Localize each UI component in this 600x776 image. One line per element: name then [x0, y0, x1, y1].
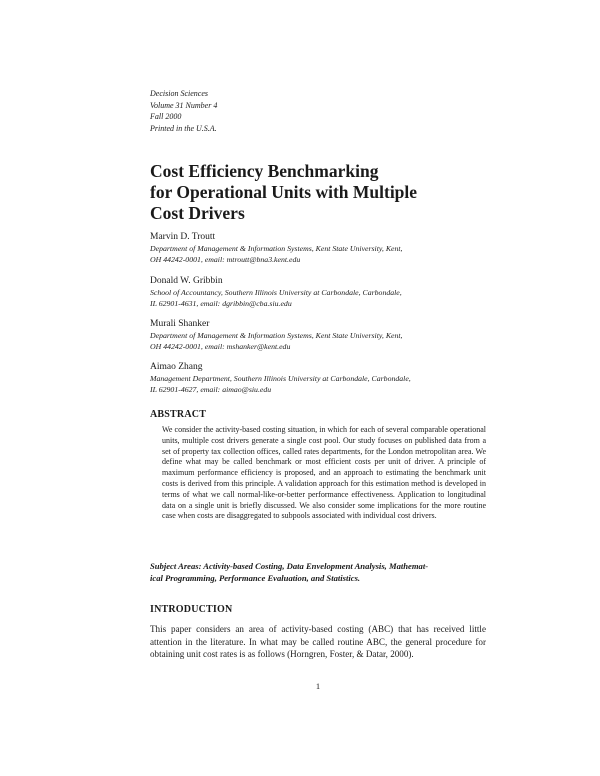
author-block: [150, 275, 480, 309]
journal-printed: Printed in the U.S.A.: [150, 123, 217, 133]
affiliation-line: IL 62901-4627, email: aimao@siu.edu: [150, 384, 272, 394]
author-block: [150, 318, 480, 352]
introduction-text: This paper considers an area of activity-based costing (ABC) that has received little attention in the literature. In what may be called routine ABC, the general procedure for obtaining unit cost rates is as follows (Horngren, Foster, & Datar, 2000).: [150, 624, 486, 660]
author-name: Donald W. Gribbin: [150, 276, 223, 286]
affiliation-line: School of Accountancy, Southern Illinois University at Carbondale, Carbondale,: [150, 288, 402, 297]
affiliation-line: Department of Management & Information Systems, Kent State University, Kent,: [150, 244, 403, 253]
author-affiliation: [150, 244, 480, 265]
subject-areas-line: Subject Areas: Activity-based Costing, Data Envelopment Analysis, Mathemat-: [150, 561, 429, 571]
abstract-heading: ABSTRACT: [150, 409, 207, 420]
author-block: [150, 231, 480, 265]
affiliation-line: OH 44242-0001, email: mshanker@kent.edu: [150, 341, 291, 351]
author-affiliation: [150, 331, 480, 352]
subject-areas: [150, 560, 486, 584]
journal-date: Fall 2000: [150, 112, 182, 121]
journal-name: Decision Sciences: [150, 89, 208, 98]
author-name: Marvin D. Troutt: [150, 232, 216, 242]
page-number: 1: [315, 681, 321, 691]
affiliation-line: IL 62901-4631, email: dgribbin@cba.siu.edu: [150, 298, 292, 308]
journal-info: [150, 88, 217, 134]
author-affiliation: [150, 288, 480, 309]
author-name: Aimao Zhang: [150, 362, 203, 372]
title-line: Cost Efficiency Benchmarking: [150, 161, 379, 181]
abstract-text: We consider the activity-based costing situation, in which for each of several comparable operational units, multiple cost drivers generate a single cost pool. Our study focuses on published data from a set of property tax collection offices, called rates departments, for the London metropolitan area. We define what may be called benchmark or most efficient costs per unit of driver. A principle of maximum performance efficiency is proposed, and an approach to estimating the benchmark unit costs is derived from this principle. A validation approach for this estimation method is developed in terms of what we call normal-like-or-better performance effectiveness. Application to longitudinal data on a single unit is briefly discussed. We also consider some implications for the more routine case when costs are disaggregated to subpools associated with individual cost drivers.: [162, 425, 486, 521]
paper-title: [150, 161, 417, 224]
journal-volume: Volume 31 Number 4: [150, 100, 218, 110]
affiliation-line: OH 44242-0001, email: mtroutt@bna3.kent.edu: [150, 254, 301, 264]
author-affiliation: [150, 374, 480, 395]
introduction-heading: INTRODUCTION: [150, 604, 233, 615]
affiliation-line: Management Department, Southern Illinois University at Carbondale, Carbondale,: [150, 374, 411, 383]
author-name: Murali Shanker: [150, 319, 210, 329]
affiliation-line: Department of Management & Information Systems, Kent State University, Kent,: [150, 331, 403, 340]
title-line: Cost Drivers: [150, 203, 245, 223]
title-line: for Operational Units with Multiple: [150, 182, 418, 202]
author-block: [150, 361, 480, 395]
subject-areas-line: ical Programming, Performance Evaluation, and Statistics.: [150, 573, 361, 583]
